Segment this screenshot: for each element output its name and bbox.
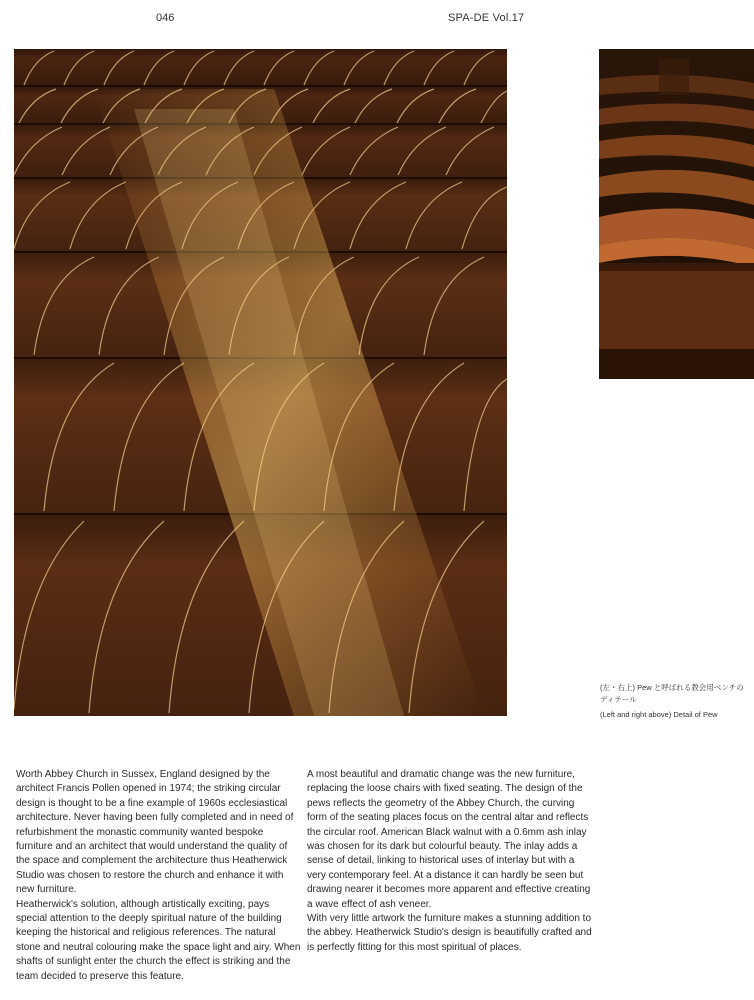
paragraph: Worth Abbey Church in Sussex, England designed by the architect Francis Pollen opened in 1974; the striking circular design is thought to be a fine example of 1960s ecclesiastical architecture. Never having been fully completed and in need of refurbishment the monastic community wanted bespoke furniture and an architect that would understand the quality of the space and complement the architecture thus Heatherwick Studio was chosen to restore the church and enhance it with new furniture.	[16, 769, 294, 896]
wooden-pew-panel-photo	[14, 49, 507, 716]
article-column-2	[307, 768, 592, 955]
paragraph: Heatherwick's solution, although artistically exciting, pays special attention to the deeply spiritual nature of the building keeping the historical and religious references. The natural stone and neutral colouring make the space light and airy. When shafts of sunlight enter the church the effect is striking and the team decided to preserve this feature.	[16, 898, 301, 982]
church-pews-photo	[599, 49, 754, 379]
magazine-title: SPA-DE Vol.17	[448, 12, 525, 24]
paragraph: A most beautiful and dramatic change was the new furniture, replacing the loose chairs with fixed seating. The design of the pews reflects the geometry of the Abbey Church, the curving form of the seating places focus on the central altar and reflects the circular roof. American Black walnut with a 0.6mm ash inlay was chosen for its dark but colourful beauty. The inlay adds a sense of detail, linking to historical uses of interlay but with a very contemporary feel. At a distance it can hardly be seen but drawing nearer it becomes more apparent and effective creating a wave effect of ash veneer.	[307, 769, 591, 910]
paragraph: With very little artwork the furniture makes a stunning addition to the abbey. Heatherwick Studio's design is beautifully crafted and is perfectly fitting for this most spiritual of places.	[307, 913, 592, 953]
page-number: 046	[156, 12, 175, 24]
article-column-1	[16, 768, 301, 984]
caption-english: (Left and right above) Detail of Pew	[600, 710, 718, 719]
caption-japanese: (左・右上) Pew と呼ばれる教会用ベンチのディテール	[600, 683, 744, 704]
